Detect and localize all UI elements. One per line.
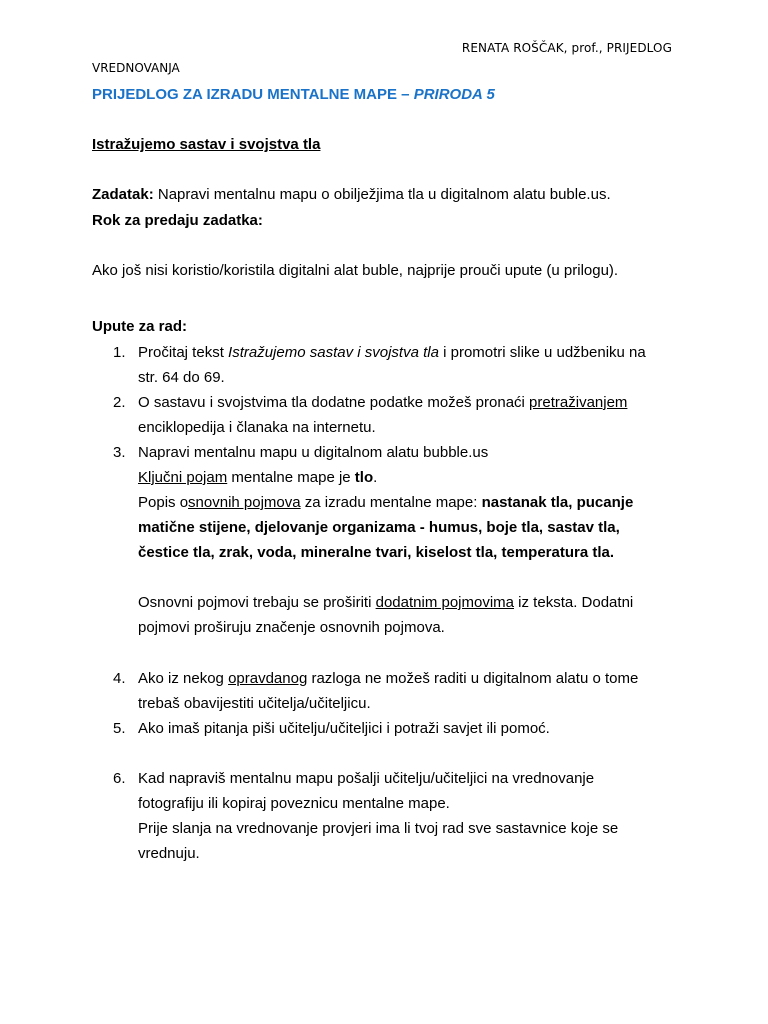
item4-text-underlined: opravdanog — [228, 670, 308, 687]
item6-line1: Kad napraviš mentalnu mapu pošalji učitelju/učiteljici na vrednovanje — [138, 770, 595, 787]
header-subtitle: VREDNOVANJA — [92, 61, 180, 75]
item4-line2: trebaš obavijestiti učitelja/učiteljicu. — [138, 695, 371, 712]
item6-line4: vrednuju. — [138, 845, 200, 862]
list-item-number: 5. — [113, 720, 126, 737]
title-subject: PRIRODA 5 — [413, 86, 495, 103]
item1-line1 — [138, 340, 678, 365]
list-item-number: 2. — [113, 394, 126, 411]
item3-key-end: . — [373, 469, 378, 486]
item4-text-b: razloga ne možeš raditi u digitalnom alatu o tome — [307, 670, 639, 687]
task-line — [92, 186, 611, 203]
item1-line2: str. 64 do 69. — [138, 369, 225, 386]
item6-line2: fotografiju ili kopiraj poveznicu mentalne mape. — [138, 795, 450, 812]
item3-key-mid: mentalne mape je — [227, 469, 355, 486]
deadline-label: Rok za predaju zadatka: — [92, 212, 263, 229]
item4-text-a: Ako iz nekog — [138, 670, 229, 687]
task-label: Zadatak: — [92, 186, 154, 203]
title-main: PRIJEDLOG ZA IZRADU MENTALNE MAPE – — [92, 86, 414, 103]
item3-key-bold: tlo — [354, 469, 374, 486]
item3-extra-underlined: dodatnim pojmovima — [375, 594, 515, 611]
task-text: Napravi mentalnu mapu o obilježjima tla u digitalnom alatu buble.us. — [153, 186, 611, 203]
item3-extra-a: Osnovni pojmovi trebaju se proširiti — [138, 594, 376, 611]
item2-line2: enciklopedija i članaka na internetu. — [138, 419, 376, 436]
item3-list-line1 — [138, 490, 678, 515]
item3-line1: Napravi mentalnu mapu u digitalnom alatu bubble.us — [138, 444, 489, 461]
item2-text-a: O sastavu i svojstvima tla dodatne podatke možeš pronaći — [138, 394, 530, 411]
item6-line3: Prije slanja na vrednovanje provjeri ima li tvoj rad sve sastavnice koje se — [138, 820, 619, 837]
item3-list-bold3: čestice tla, zrak, voda, mineralne tvari, kiselost tla, temperatura tla. — [138, 544, 615, 561]
header-author: RENATA ROŠČAK, prof., PRIJEDLOG — [461, 41, 672, 55]
item1-text-a: Pročitaj tekst — [138, 344, 229, 361]
item2-text-underlined: pretraživanjem — [529, 394, 628, 411]
item3-extra-b: iz teksta. Dodatni — [514, 594, 634, 611]
item3-extra-line2: pojmovi proširuju značenje osnovnih pojmova. — [138, 619, 445, 636]
item3-list-a: Popis o — [138, 494, 189, 511]
list-item-number: 6. — [113, 770, 126, 787]
item1-text-italic: Istražujemo sastav i svojstva tla — [228, 344, 439, 361]
item4-line1 — [138, 666, 678, 691]
document-title — [92, 86, 495, 103]
item3-list-underlined: snovnih pojmova — [188, 494, 301, 511]
topic-heading: Istražujemo sastav i svojstva tla — [92, 136, 321, 153]
list-item-number: 3. — [113, 444, 126, 461]
item3-list-b: za izradu mentalne mape: — [300, 494, 482, 511]
item3-key-underlined: Ključni pojam — [138, 469, 228, 486]
item3-list-bold2: matične stijene, djelovanje organizama - humus, boje tla, sastav tla, — [138, 519, 620, 536]
intro-text: Ako još nisi koristio/koristila digitalni alat buble, najprije prouči upute (u prilogu). — [92, 262, 619, 279]
item5-text: Ako imaš pitanja piši učitelju/učiteljici i potraži savjet ili pomoć. — [138, 720, 550, 737]
item3-extra-line1 — [138, 590, 678, 615]
list-item-number: 1. — [113, 344, 126, 361]
item1-text-c: i promotri slike u udžbeniku na — [438, 344, 646, 361]
instructions-heading: Upute za rad: — [92, 318, 188, 335]
item2-line1 — [138, 390, 678, 415]
list-item-number: 4. — [113, 670, 126, 687]
item3-key-line — [138, 465, 678, 490]
item3-list-bold1: nastanak tla, pucanje — [481, 494, 634, 511]
